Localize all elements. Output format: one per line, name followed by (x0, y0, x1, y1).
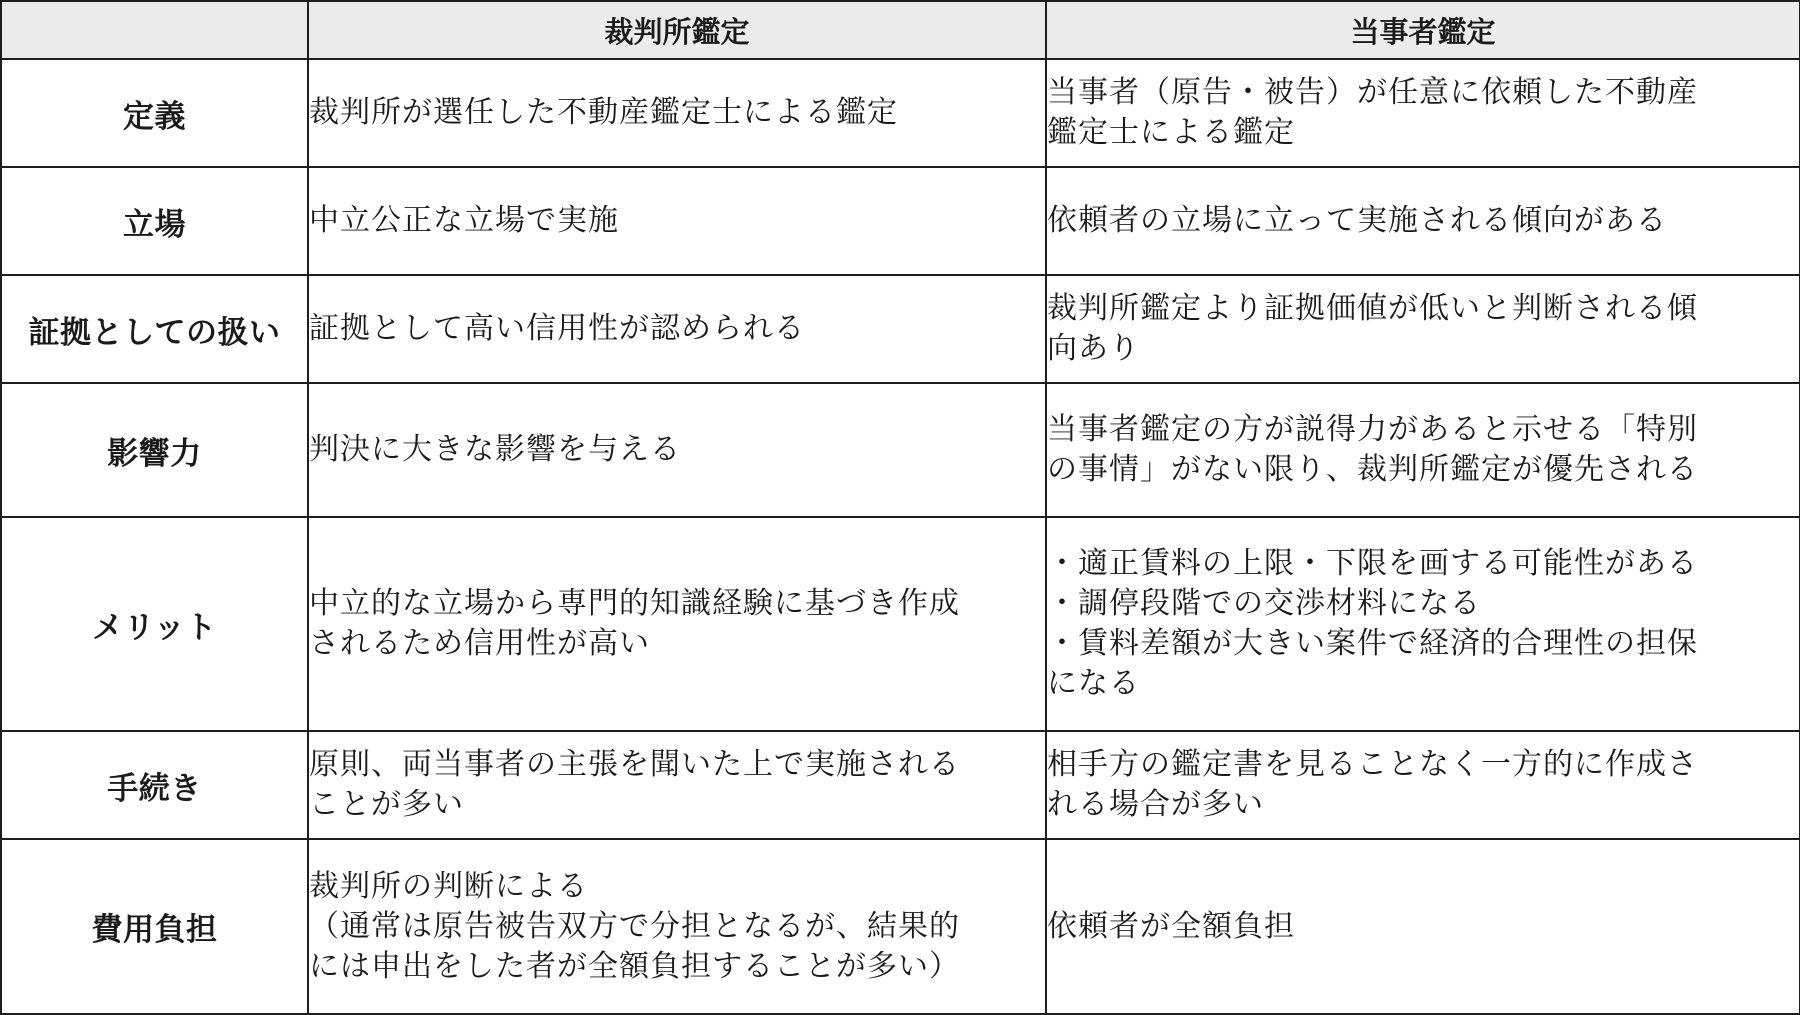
table-row (1, 275, 1800, 383)
court-cell-merit: 中立的な立場から専門的知識経験に基づき作成 されるため信用性が高い (308, 517, 1046, 731)
party-cell-cost: 依頼者が全額負担 (1046, 839, 1800, 1014)
court-cell-cost: 裁判所の判断による （通常は原告被告双方で分担となるが、結果的 には申出をした者が全額負担することが多い） (308, 839, 1046, 1014)
party-cell-position: 依頼者の立場に立って実施される傾向がある (1046, 167, 1800, 275)
party-cell-evidence: 裁判所鑑定より証拠価値が低いと判断される傾 向あり (1046, 275, 1800, 383)
header-party-appraisal: 当事者鑑定 (1046, 1, 1800, 59)
header-corner-cell (1, 1, 308, 59)
row-label-position: 立場 (1, 167, 308, 275)
court-cell-influence: 判決に大きな影響を与える (308, 383, 1046, 517)
row-label-merit: メリット (1, 517, 308, 731)
header-row (1, 1, 1800, 59)
table-row (1, 731, 1800, 839)
table-row (1, 59, 1800, 167)
table-row (1, 167, 1800, 275)
row-label-cost: 費用負担 (1, 839, 308, 1014)
row-label-definition: 定義 (1, 59, 308, 167)
header-court-appraisal: 裁判所鑑定 (308, 1, 1046, 59)
party-cell-definition: 当事者（原告・被告）が任意に依頼した不動産 鑑定士による鑑定 (1046, 59, 1800, 167)
row-label-influence: 影響力 (1, 383, 308, 517)
row-label-procedure: 手続き (1, 731, 308, 839)
party-cell-procedure: 相手方の鑑定書を見ることなく一方的に作成さ れる場合が多い (1046, 731, 1800, 839)
table-row (1, 383, 1800, 517)
party-cell-merit: ・適正賃料の上限・下限を画する可能性がある ・調停段階での交渉材料になる ・賃料差額が大きい案件で経済的合理性の担保 になる (1046, 517, 1800, 731)
court-cell-evidence: 証拠として高い信用性が認められる (308, 275, 1046, 383)
row-label-evidence: 証拠としての扱い (1, 275, 308, 383)
court-cell-position: 中立公正な立場で実施 (308, 167, 1046, 275)
table-row (1, 517, 1800, 731)
court-cell-procedure: 原則、両当事者の主張を聞いた上で実施される ことが多い (308, 731, 1046, 839)
party-cell-influence: 当事者鑑定の方が説得力があると示せる「特別 の事情」がない限り、裁判所鑑定が優先される (1046, 383, 1800, 517)
table-row (1, 839, 1800, 1014)
court-cell-definition: 裁判所が選任した不動産鑑定士による鑑定 (308, 59, 1046, 167)
